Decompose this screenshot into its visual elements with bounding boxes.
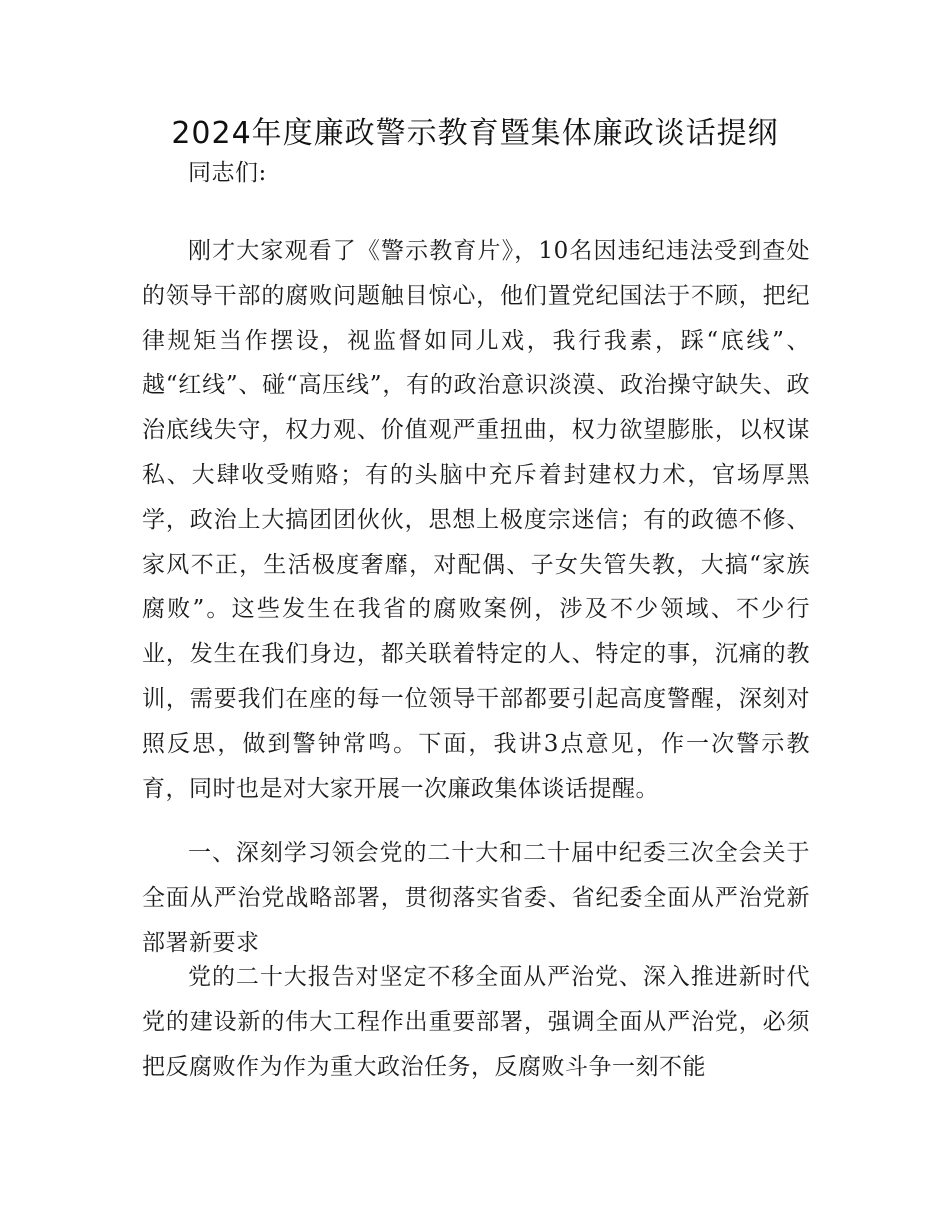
section-heading-1: 一、深刻学习领会党的二十大和二十届中纪委三次全会关于全面从严治党战略部署，贯彻落实省委、省纪委全面从严治党新部署新要求 bbox=[142, 840, 810, 956]
intro-paragraph: 刚才大家观看了《警示教育片》，10名因违纪违法受到查处的领导干部的腐败问题触目惊心，他们置党纪国法于不顾，把纪律规矩当作摆设，视监督如同儿戏，我行我素，踩“底线”、越“红线”、碰“高压线”，有的政治意识淡漠、政治操守缺失、政治底线失守，权力观、价值观严重扭曲，权力欲望膨胀，以权谋私、大肆收受贿赂；有的头脑中充斥着封建权力术，官场厚黑学，政治上大搞团团伙伙，思想上极度宗迷信；有的政德不修、家风不正，生活极度奢靡，对配偶、子女失管失教，大搞“家族腐败”。这些发生在我省的腐败案例，涉及不少领域、不少行业，发生在我们身边，都关联着特定的人、特定的事，沉痛的教训，需要我们在座的每一位领导干部都要引起高度警醒，深刻对照反思，做到警钟常鸣。下面，我讲3点意见，作一次警示教育，同时也是对大家开展一次廉政集体谈话提醒。 bbox=[142, 238, 810, 802]
salutation: 同志们: bbox=[188, 160, 267, 186]
document-title: 2024年度廉政警示教育暨集体廉政谈话提纲 bbox=[171, 116, 779, 151]
section-1-paragraph: 党的二十大报告对坚定不移全面从严治党、深入推进新时代党的建设新的伟大工程作出重要部署，强调全面从严治党，必须把反腐败作为作为重大政治任务，反腐败斗争一刻不能 bbox=[142, 964, 810, 1080]
